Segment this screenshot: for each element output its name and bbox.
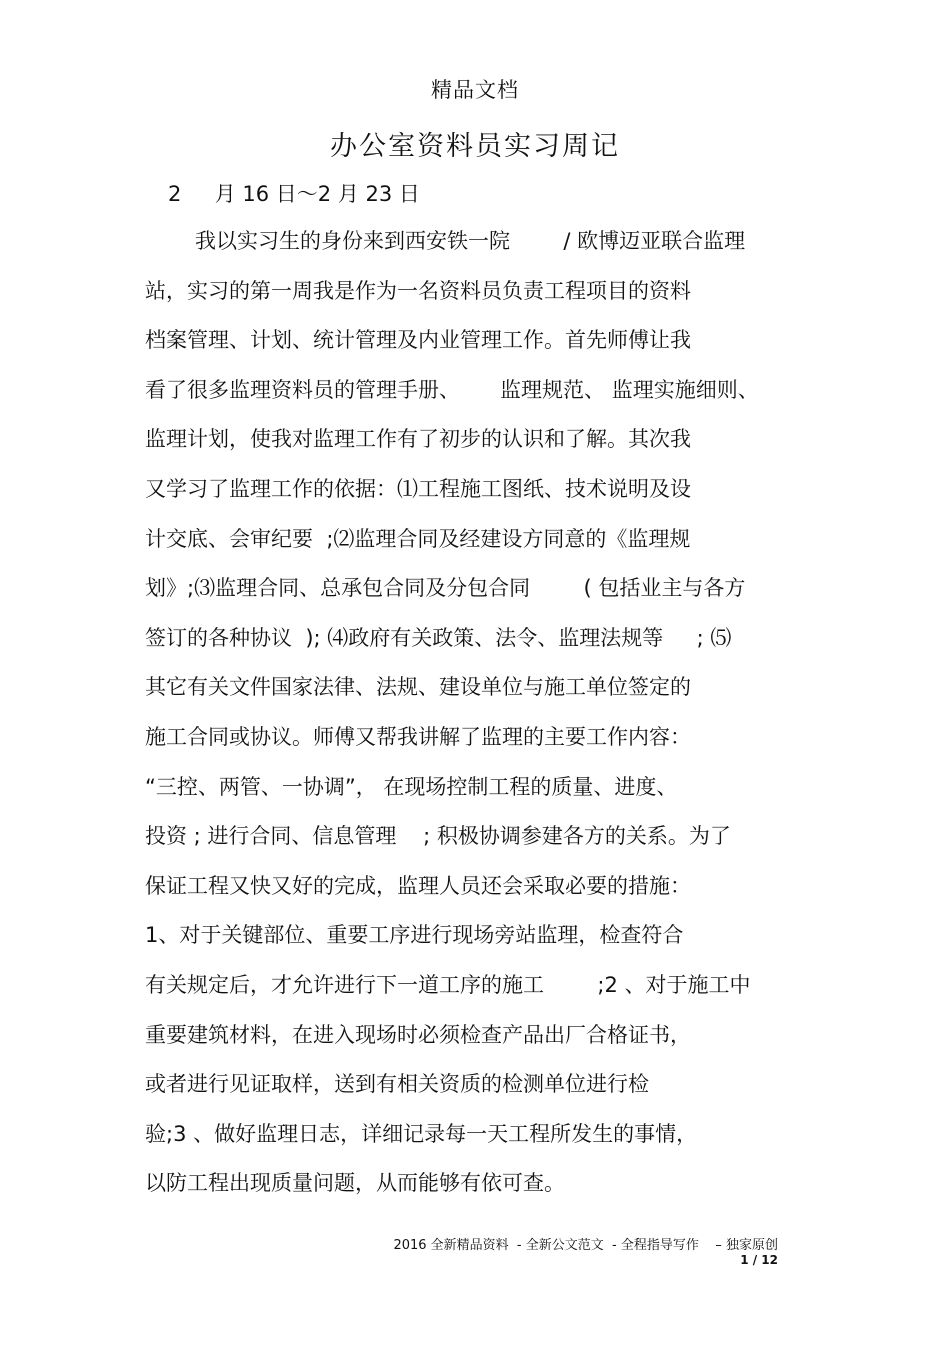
document-body <box>145 228 805 1220</box>
body-line: 保证工程又快又好的完成，监理人员还会采取必要的措施： <box>145 873 691 898</box>
body-line: 施工合同或协议。师傅又帮我讲解了监理的主要工作内容： <box>145 724 691 749</box>
document-title: 办公室资料员实习周记 <box>330 131 620 162</box>
body-line: 有关规定后，才允许进行下一道工序的施工 ;2 、对于施工中 <box>145 972 751 997</box>
body-line: 划》;⑶监理合同、总承包合同及分包合同 ( 包括业主与各方 <box>145 576 746 601</box>
body-line: 签订的各种协议 ); ⑷政府有关政策、法令、监理法规等 ; ⑸ <box>145 625 732 650</box>
date-range: 2 月 16 日～2 月 23 日 <box>168 182 420 206</box>
body-line: 计交底、会审纪要 ;⑵监理合同及经建设方同意的《监理规 <box>145 526 691 551</box>
body-line: 档案管理、计划、统计管理及内业管理工作。首先师傅让我 <box>145 328 691 353</box>
body-line: 或者进行见证取样，送到有相关资质的检测单位进行检 <box>145 1072 649 1097</box>
body-line: 其它有关文件国家法律、法规、建设单位与施工单位签定的 <box>145 675 691 700</box>
body-line: 验;3 、做好监理日志，详细记录每一天工程所发生的事情， <box>145 1121 698 1146</box>
body-line: “三控、两管、一协调”， 在现场控制工程的质量、进度、 <box>145 774 678 799</box>
body-line: 看了很多监理资料员的管理手册、 监理规范、 监理实施细则、 <box>145 377 759 402</box>
body-line: 以防工程出现质量问题，从而能够有依可查。 <box>145 1171 565 1196</box>
body-line: 1、对于关键部位、重要工序进行现场旁站监理，检查符合 <box>145 923 684 948</box>
body-line: 又学习了监理工作的依据：⑴工程施工图纸、技术说明及设 <box>145 476 691 501</box>
page-number: 1 / 12 <box>740 1253 778 1267</box>
footer-text: 2016 全新精品资料 - 全新公文范文 - 全程指导写作 – 独家原创 <box>393 1238 778 1253</box>
body-line: 重要建筑材料，在进入现场时必须检查产品出厂合格证书， <box>145 1022 691 1047</box>
page-header-label: 精品文档 <box>431 78 519 102</box>
body-line: 监理计划，使我对监理工作有了初步的认识和了解。其次我 <box>145 427 691 452</box>
body-line: 站，实习的第一周我是作为一名资料员负责工程项目的资料 <box>145 278 691 303</box>
body-line: 我以实习生的身份来到西安铁一院 / 欧博迈亚联合监理 <box>195 229 746 253</box>
body-line: 投资 ; 进行合同、信息管理 ; 积极协调参建各方的关系。为了 <box>145 824 731 849</box>
